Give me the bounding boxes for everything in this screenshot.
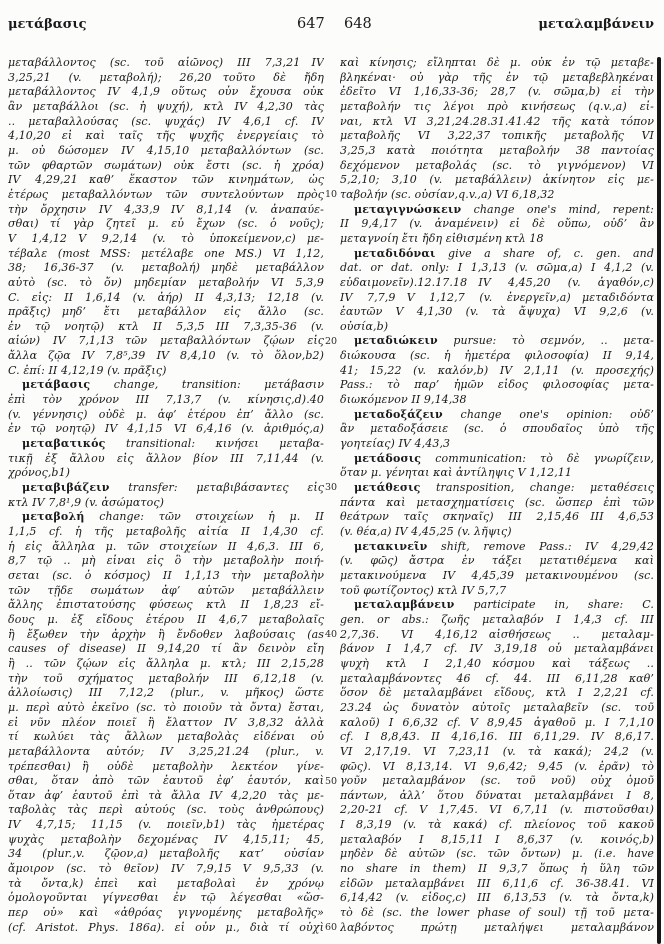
text-line: ἂν μεταβάλλοι (sc. ἡ ψυχή), κτλ IV 4,2,30 τὰς xyxy=(8,99,324,113)
text-line: σεται (sc. ὁ κόσμος) II 1,1,13 τὴν μεταβολὴν xyxy=(8,568,324,582)
text-line: γοῦν μεταλαμβάνον (sc. τοῦ νοῦ) οὐχ ὁμοῦ xyxy=(340,774,654,788)
text-line: IV 4,7,15; 11,15 (v. ποιεῖν,b1) τὰς ἡμετέρας xyxy=(8,818,324,832)
entry-line: μεταλαμβάνειν participate in, share: C. xyxy=(354,598,654,612)
text-line: II 9,4,17 (v. ἀναμένειν) εἰ δὲ οὔπω, οὐδ’ ἂν xyxy=(340,217,654,231)
text-line: ὁμολογοῦνται γίγνεσθαι ἐν τῷ λέγεσθαι «ὥσ- xyxy=(8,891,324,905)
text-line: 38; 16,36-37 (v. μεταβολή) μηδὲ μεταβάλλον xyxy=(8,261,324,275)
text-line: ἢ ἔξωθεν τὴν ἀρχὴν ἢ ἔνδοθεν λαβούσαις (as xyxy=(8,627,324,641)
text-line: dat. or dat. only: I 1,3,13 (v. σῶμα,a) I 4,1,2 (v. xyxy=(340,261,654,275)
entry-headword: μεταδοξάζειν xyxy=(354,407,443,421)
text-line: χρόνος,b1) xyxy=(8,466,71,480)
text-line: λαβόντος πρώτῃ μεταλήψει μεταλαμβάνον xyxy=(340,920,654,934)
text-line: μεταλαμβάνοντες 46 cf. 44. III 6,11,28 καθ’ xyxy=(340,671,654,685)
entry-line: μεταβατικός transitional: κινήσει μεταβα- xyxy=(22,437,324,451)
text-line: 1,1,5 cf. ἡ τῆς μεταβολῆς αἰτία II 1,4,30 cf. xyxy=(8,525,324,538)
text-line: cf. I 8,8,43. II 4,16,16. III 6,11,29. IV 8,6,17. xyxy=(340,730,654,744)
text-line: καὶ κίνησις; εἴληπται δὲ μ. οὐκ ἐν τῷ μεταβε- xyxy=(340,56,654,69)
text-line: IV 4,29,21 καθ’ ἕκαστον τῶν κινημάτων, ὡς xyxy=(8,173,324,187)
text-line: τικῇ ἐξ ἄλλου εἰς ἄλλον βίον III 7,11,44 (v. xyxy=(8,451,324,465)
text-line: V 1,4,12 V 9,2,14 (v. τὸ ὑποκείμενον,c) με- xyxy=(8,231,324,245)
text-line: θεάτρων ταῖς σκηναῖς) III 2,15,46 III 4,6,53 xyxy=(340,510,654,524)
text-line: δους μ. ἐξ εἴδους ἑτέρου II 4,6,7 μεταβολαῖς xyxy=(8,612,324,626)
entry-line: μεταγιγνώσκειν change one's mind, repent: xyxy=(354,202,654,216)
text-line: I 8,3,19 (v. τὰ κακά) cf. πλείονος τοῦ κακοῦ xyxy=(340,818,654,832)
entry-line: μετάθεσις transposition, change: μεταθέσεις xyxy=(354,481,654,495)
text-line: περ οὐ» καὶ «ἀθρόας γιγνομένης μεταβολῆς» xyxy=(8,906,324,920)
gutter-line-number: 20 xyxy=(325,335,338,347)
gutter-line-number: 30 xyxy=(325,482,338,494)
text-line: ναι, κτλ VI 3,21,24.28.31.41.42 τῆς κατὰ τόπον xyxy=(340,114,654,128)
text-line: τρέπεσθαι) ἢ οὐδὲ μεταβολὴν λεκτέον γίνε- xyxy=(8,759,324,773)
text-line: διώκουσα (sc. ἡ ἡμετέρα φιλοσοφία) II 9,14, xyxy=(340,349,654,363)
text-line: (cf. Aristot. Phys. 186a). εἰ οὖν μ., διὰ τί οὐχὶ xyxy=(8,920,324,934)
text-line: τί κωλύει τὰς ἄλλων μεταβολὰς εἰδέναι οὐ xyxy=(8,730,324,744)
text-line: IV 7,7,9 V 1,12,7 (v. ἐνεργεῖν,a) μεταδιδόντα xyxy=(340,290,654,304)
gutter-line-number: 60 xyxy=(325,922,338,934)
text-line: ἂν μεταδοξάσειε (sc. ὁ σπουδαῖος ὑπὸ τῆς xyxy=(340,422,654,436)
text-line: ταβολήν (sc. οὐσίαν,q.v.,a) VI 6,18,32 xyxy=(340,187,555,201)
text-line: ταβολὰς τὰς περὶ αὐτούς (sc. τοὺς ἀνθρώπους) xyxy=(8,803,324,817)
text-line: ὅταν μ. γένηται καὶ ἀντίληψις V 1,12,11 xyxy=(340,466,572,480)
text-line: μετακινούμενα IV 4,45,39 μετακινουμένου (sc. xyxy=(340,568,654,582)
text-line: ἄλλα ζῷα IV 7,8⁵,39 IV 8,4,10 (v. τὸ ὅλον,b2) xyxy=(8,349,324,363)
entry-headword: μεταλαμβάνειν xyxy=(354,598,455,612)
text-line: φῶς). VI 8,13,14. VI 9,6,42; 9,45 (v. ἐρᾶν) τὸ xyxy=(340,759,654,773)
text-line: πάντα καὶ μετασχηματίσεις (sc. ὥσπερ ἐπὶ τῶν xyxy=(340,495,654,509)
text-line: τέβαλε (most MSS: μετέλαβε one MS.) VI 1,12, xyxy=(8,246,324,260)
right-text-column xyxy=(340,56,654,935)
entry-headword: μετάδοσις xyxy=(354,451,422,465)
entry-headword: μετακινεῖν xyxy=(354,539,428,553)
text-line: μεταγνοίη ἔτι ἤδη εἰθισμένη κτλ 18 xyxy=(340,231,544,245)
text-line: 4,10,20 εἰ καὶ ταῖς τῆς ψυχῆς ἐνεργείαις τὸ xyxy=(8,129,324,143)
text-line: (v. γέννησις) οὐδὲ μ. ἀφ’ ἑτέρου ἐπ’ ἄλλο (sc. xyxy=(8,407,324,421)
entry-line: μεταβιβάζειν transfer: μεταβιβάσαντες εἰς xyxy=(22,481,324,495)
entry-headword: μεταβολή xyxy=(22,510,85,524)
entry-headword: μετάθεσις xyxy=(354,481,421,495)
page-number-left: 647 xyxy=(297,16,325,32)
text-line: ψυχὴ κτλ I 2,1,40 κόσμου καὶ τάξεως .. xyxy=(340,656,654,670)
text-line: αὐτὸ (sc. τὸ ὄν) μηδεμίαν μεταβολήν VI 5,3,9 xyxy=(8,275,324,289)
entry-headword: μετάβασις xyxy=(22,378,91,392)
text-line: 5,2,10; 3,10 (v. μεταβάλλειν) ἀκίνητον εἰς με- xyxy=(340,173,654,187)
text-line: τὸ δὲ (sc. the lower phase of soul) τῇ τοῦ μετα- xyxy=(340,906,654,920)
text-line: ἡ εἰς ἄλληλα μ. τῶν στοιχείων II 4,6,3. III 6, xyxy=(8,539,324,553)
text-line: 3,25,3 κατὰ ποιότητα μεταβολήν 38 παντοίας xyxy=(340,143,654,157)
text-line: ψυχὰς μεταβολὴν δεχομένας IV 4,15,11; 45, xyxy=(8,832,324,846)
text-line: ἢ .. τῶν ζῴων εἰς ἄλληλα μ. κτλ; III 2,15,28 xyxy=(8,656,324,670)
text-line: διωκόμενον II 9,14,38 xyxy=(340,393,467,407)
text-line: πρᾶξις) μηδ’ ἔτι μεταβάλλον εἰς ἄλλο (sc. xyxy=(8,305,324,319)
text-line: μ. οὐ δώσομεν IV 4,15,10 μεταβαλλόντων (sc. xyxy=(8,143,324,157)
text-line: πάντων, ἀλλ’ ὅτου δύναται μεταλαμβάνει I 8, xyxy=(340,788,654,802)
text-line: μεταβάλλοντος (sc. τοῦ αἰῶνος) III 7,3,21 IV xyxy=(8,56,324,69)
text-line: εἰ νῦν πλέον ποιεῖ ἢ ἔλαττον IV 3,8,32 ἀλλὰ xyxy=(8,715,324,729)
gutter-line-number: 50 xyxy=(325,775,338,787)
text-line: 2,7,36. VI 4,16,12 αἰσθήσεως .. μεταλαμ- xyxy=(340,627,654,641)
text-line: ἑτέρως μεταβαλλόντων τῶν συντελούντων πρὸς xyxy=(8,187,324,201)
text-line: τὴν τοῦ σχήματος μεταβολήν III 6,12,18 (v. xyxy=(8,671,324,685)
entry-line: μεταδιώκειν pursue: τὸ σεμνόν, .. μετα- xyxy=(354,334,654,348)
text-line: ὅταν ἀφ’ ἑαυτοῦ ἐπὶ τὰ ἄλλα IV 4,2,20 τὰς με- xyxy=(8,788,324,802)
text-line: 8,7 τῷ .. μὴ εἶναι εἰς ὃ τὴν μεταβολὴν ποιή- xyxy=(8,554,324,568)
text-line: τὰ ὄντα,k) ἐπεὶ καὶ μεταβολαὶ ἐν χρόνῳ xyxy=(8,876,324,890)
text-line: καλοῦ) I 6,6,32 cf. V 8,9,45 ἀγαθοῦ μ. I 7,1,10 xyxy=(340,715,654,729)
text-line: 6,14,42 (v. εἶδος,c) III 6,13,53 (v. τὰ ὄντα,k) xyxy=(340,891,654,905)
text-line: ἐν τῷ νοητῷ) κτλ II 5,3,5 III 7,3,35-36 (v. xyxy=(8,319,324,333)
entry-line: μεταβολή change: τῶν στοιχείων ἡ μ. II xyxy=(22,510,324,524)
left-text-column xyxy=(8,56,324,935)
text-line: οὐσία,b) xyxy=(340,319,389,333)
text-line: 23.24 ὡς δυνατὸν αὐτοῖς μεταλαβεῖν (sc. τοῦ xyxy=(340,700,654,714)
text-line: τοῦ φωτίζοντος) κτλ IV 5,7,7 xyxy=(340,583,507,597)
text-line: βληκέναι· οὐ γὰρ τῆς ἐν τῷ μεταβεβληκέναι xyxy=(340,70,654,84)
text-line: causes of disease) II 9,14,20 τί ἂν δεινὸν εἴη xyxy=(8,642,324,656)
text-line: μηδὲν δὲ αὐτῶν (sc. τῶν ὄντων) μ. (i.e. have xyxy=(340,847,654,861)
running-head-left-headword: μετάβασις xyxy=(8,17,87,32)
text-line: μεταλαβόν I 8,15,11 I 8,6,37 (v. κοινός,b) xyxy=(340,832,654,846)
text-line: εἰδῶν μεταλαμβάνει III 6,11,6 cf. 36-38.41. VI xyxy=(340,876,654,890)
text-line: gen. or abs.: ζωῆς μεταλαβόν I 1,4,3 cf. III xyxy=(340,612,654,626)
text-line: γοητείας) IV 4,43,3 xyxy=(340,437,451,451)
entry-headword: μεταγιγνώσκειν xyxy=(354,202,462,216)
text-line: ἀλλοίωσις) III 7,12,2 (plur., v. μῆκος) ὥστε xyxy=(8,686,324,700)
entry-headword: μεταβατικός xyxy=(22,437,106,451)
text-line: ἑαυτῶν V 4,1,30 (v. τὰ ἄψυχα) VI 9,2,6 (v. xyxy=(340,305,654,319)
text-line: 2,20-21 cf. V 1,7,45. VI 6,7,11 (v. πιστοῦσθαι) xyxy=(340,803,654,817)
entry-headword: μεταδιώκειν xyxy=(354,334,438,348)
text-line: ἄλλης ἐπιστατούσης φύσεως κτλ II 1,8,23 εἴ- xyxy=(8,598,324,612)
scan-edge-line xyxy=(657,57,661,944)
text-line: no share in them) II 9,3,7 ὅπως ἡ ὕλη τῶν xyxy=(340,862,654,876)
text-line: μεταβάλλοντος IV 4,1,9 οὕτως οὖν ἔχουσα οὐκ xyxy=(8,85,324,99)
gutter-line-number: 10 xyxy=(325,189,338,200)
text-line: ἐν τῷ νοητῷ) IV 4,1,15 VI 6,4,16 (v. ἀριθμός,a) xyxy=(8,422,324,436)
gutter-line-number: 40 xyxy=(325,629,338,640)
text-line: μεταβολήν τις λέγοι πρὸ κινήσεως (q.v.,a) εἶ- xyxy=(340,99,654,113)
entry-line: μεταδιδόναι give a share of, c. gen. and xyxy=(354,246,654,260)
text-line: 3,25,21 (v. μεταβολή); 26,20 τοῦτο δὲ ἤδη xyxy=(8,70,324,84)
text-line: τῶν τῇδε σωμάτων ἀφ’ αὑτῶν μεταβάλλειν xyxy=(8,583,324,597)
entry-line: μετάβασις change, transition: μετάβασιν xyxy=(22,378,324,392)
text-line: VI 2,17,19. VI 7,23,11 (v. τὰ κακά); 24,2 (v. xyxy=(340,744,654,758)
entry-headword: μεταβιβάζειν xyxy=(22,481,110,495)
entry-line: μεταδοξάζειν change one's opinion: οὐδ’ xyxy=(354,407,654,421)
text-line: τῶν φθαρτῶν σωμάτων) οὐκ ἔστι (sc. ἡ χρόα) xyxy=(8,158,324,172)
text-line: 41; 15,22 (v. καλόν,b) IV 2,1,11 (v. προσεχής) xyxy=(340,363,654,377)
text-line: βάνον I 1,4,7 cf. IV 3,19,18 οὗ μεταλαμβάνει xyxy=(340,642,654,656)
text-line: (v. φῶς) ἄστρα ἐν τάξει μετατιθέμενα καὶ xyxy=(340,554,654,568)
text-line: μεταβολῆς VI 3,22,37 τοπικῆς μεταβολῆς VI xyxy=(340,129,654,143)
text-line: εὐδαιμονεῖν).12.17.18 IV 4,45,20 (v. ἀγαθόν,c) xyxy=(340,275,654,289)
text-line: ἐπὶ τὸν χρόνον III 7,13,7 (v. κίνησις,d).40 xyxy=(8,393,324,407)
text-line: μεταβάλλοντα αὐτόν; IV 3,25,21.24 (plur., v. xyxy=(8,744,324,758)
text-line: (v. θέα,a) IV 4,45,25 (v. λῆψις) xyxy=(340,525,512,538)
text-line: C. εἰς: II 1,6,14 (v. ἀήρ) II 4,3,13; 12,18 (v. xyxy=(8,290,324,304)
entry-line: μετακινεῖν shift, remove Pass.: IV 4,29,42 xyxy=(354,539,654,553)
text-line: δεχόμενον μεταβολάς (sc. τὸ γιγνόμενον) VI xyxy=(340,158,654,172)
text-line: Pass.: τὸ παρ’ ἡμῶν εἶδος φιλοσοφίας μετα- xyxy=(340,378,654,392)
text-line: ἐδεῖτο VI 1,16,33-36; 28,7 (v. σῶμα,b) εἰ τὴν xyxy=(340,85,654,99)
text-line: .. μεταβαλλούσας (sc. ψυχάς) IV 4,6,1 cf. IV xyxy=(8,114,324,128)
running-head-right-headword: μεταλαμβάνειν xyxy=(538,17,654,32)
text-line: 34 (plur.,v. ζῷον,a) μεταβολῆς κατ’ οὐσίαν xyxy=(8,847,324,861)
text-line: C. ἐπί: II 4,12,19 (v. πρᾶξις) xyxy=(8,363,167,377)
text-line: μ. περὶ αὐτὸ ἐκεῖνο (sc. τὸ ποιοῦν τὰ ὄντα) ἔσται, xyxy=(8,700,324,714)
entry-line: μετάδοσις communication: τὸ δὲ γνωρίζειν, xyxy=(354,451,654,465)
text-line: κτλ IV 7,8¹,9 (v. ἀσώματος) xyxy=(8,495,164,509)
running-head xyxy=(0,17,664,35)
text-line: ἄμοιρον (sc. τὸ θεῖον) IV 7,9,15 V 9,5,33 (v. xyxy=(8,862,324,876)
page-number-right: 648 xyxy=(344,16,372,32)
entry-headword: μεταδιδόναι xyxy=(354,246,436,260)
text-line: σθαι, ὅταν ἀπὸ τῶν ἑαυτοῦ ἐφ’ ἑαυτόν, καὶ xyxy=(8,774,324,788)
text-line: ὅσον δὲ μεταλαμβάνει εἴδους, κτλ I 2,2,21 cf. xyxy=(340,686,654,700)
text-line: αἰών) IV 7,1,13 τῶν μεταβαλλόντων ζῴων εἰς xyxy=(8,334,324,348)
text-line: τὴν ὄρχησιν IV 4,33,9 IV 8,1,14 (v. ἀναπαύε- xyxy=(8,202,324,216)
text-line: σθαι) τί γὰρ ζητεῖ μ. εὖ ἔχων (sc. ὁ νοῦς); xyxy=(8,217,324,231)
